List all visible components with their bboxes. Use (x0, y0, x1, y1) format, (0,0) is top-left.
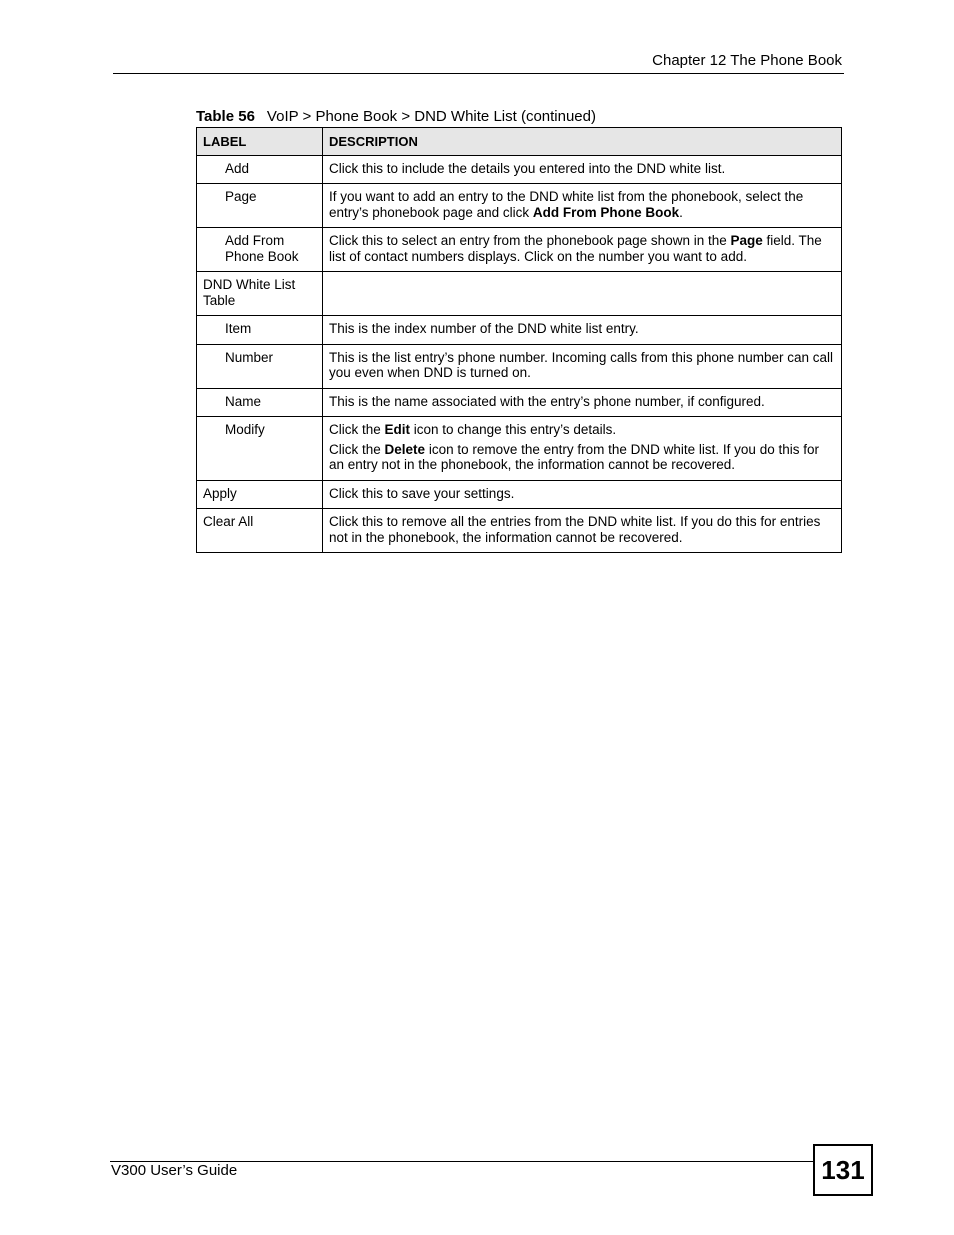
bold-term: Edit (384, 422, 411, 437)
table-row (197, 155, 842, 184)
row-label: Add From Phone Book (197, 228, 323, 272)
table-caption (196, 108, 596, 126)
table-title: VoIP > Phone Book > DND White List (continued) (266, 108, 596, 125)
row-description (323, 344, 842, 388)
description-paragraph (329, 394, 835, 410)
table-header-row (197, 128, 842, 156)
table-row (197, 316, 842, 345)
row-label: Clear All (197, 509, 323, 553)
text-segment: Click this to select an entry from the phonebook page shown in the (329, 233, 731, 248)
description-paragraph (329, 442, 835, 473)
text-segment: Click this to remove all the entries from the DND white list. If you do this for entries not in the phonebook, the information cannot be recovered. (329, 514, 821, 545)
text-segment: If you want to add an entry to the DND white list from the phonebook, select the entry’s phonebook page and click (329, 189, 804, 220)
chapter-header: Chapter 12 The Phone Book (652, 52, 842, 69)
row-label: Number (197, 344, 323, 388)
description-column-header: DESCRIPTION (323, 128, 842, 156)
row-description (323, 155, 842, 184)
row-label: Item (197, 316, 323, 345)
row-description (323, 228, 842, 272)
row-description (323, 272, 842, 316)
text-segment: This is the index number of the DND white list entry. (329, 321, 639, 336)
description-paragraph (329, 233, 835, 264)
text-segment: Click this to save your settings. (329, 485, 515, 501)
text-segment: icon to change this entry’s details. (410, 422, 617, 437)
row-description (323, 316, 842, 345)
row-description (323, 388, 842, 417)
bold-term: Delete (384, 441, 426, 457)
description-paragraph (329, 321, 835, 337)
row-label: Page (197, 184, 323, 228)
table-row (197, 184, 842, 228)
dnd-white-list-table (196, 127, 842, 553)
table-row (197, 344, 842, 388)
text-segment: This is the name associated with the entry’s phone number, if configured. (329, 393, 765, 409)
bold-term: Page (730, 233, 763, 248)
text-segment: . (679, 204, 683, 220)
row-label: Apply (197, 480, 323, 509)
row-description (323, 184, 842, 228)
text-segment: field. The list of contact numbers displays. Click on the number you want to add. (329, 233, 822, 264)
page-number: 131 (813, 1144, 873, 1196)
text-segment: This is the list entry’s phone number. Incoming calls from this phone number can call you even when DND is turned on. (329, 349, 833, 380)
row-label: Add (197, 155, 323, 184)
guide-title: V300 User’s Guide (111, 1162, 238, 1179)
text-segment: Click the (329, 441, 385, 457)
table-row (197, 417, 842, 481)
description-paragraph (329, 189, 835, 220)
text-segment: Click this to include the details you entered into the DND white list. (329, 160, 726, 176)
table-row (197, 272, 842, 316)
table-row (197, 228, 842, 272)
row-description (323, 417, 842, 481)
table-row (197, 388, 842, 417)
description-paragraph (329, 350, 835, 381)
description-paragraph (329, 422, 835, 438)
description-paragraph (329, 161, 835, 177)
table-row (197, 480, 842, 509)
label-column-header: LABEL (197, 128, 323, 156)
row-label: Name (197, 388, 323, 417)
table-row (197, 509, 842, 553)
table-body (197, 155, 842, 553)
row-label: DND White List Table (197, 272, 323, 316)
bold-term: Add From Phone Book (532, 204, 680, 220)
text-segment: Click the (329, 422, 385, 437)
table-number: Table 56 (196, 108, 255, 125)
header-divider (113, 73, 844, 74)
row-description (323, 480, 842, 509)
row-label: Modify (197, 417, 323, 481)
row-description (323, 509, 842, 553)
description-paragraph (329, 486, 835, 502)
description-paragraph (329, 514, 835, 545)
text-segment: icon to remove the entry from the DND white list. If you do this for an entry not in the phonebook, the information cannot be recovered. (329, 441, 819, 472)
